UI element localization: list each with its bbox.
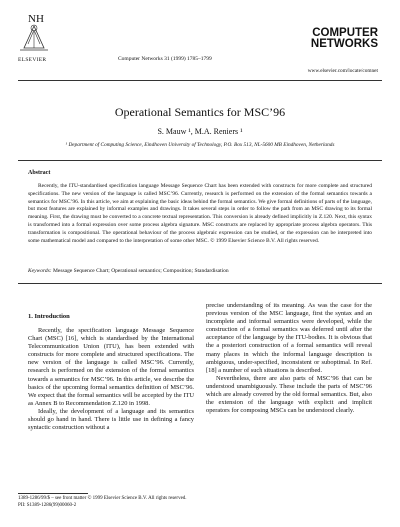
journal-url: www.elsevier.com/locate/comnet xyxy=(307,68,378,74)
intro-paragraph-continued: precise understanding of its meaning. As was the case for the previous version of the MSC language, first the syntax and an incomplete and informal semantics were developed, while the construction of a formal semantics was deferred until after the acceptance of the language by the ITU-bodies. It is obvious that the a posteriori construction of a formal semantics will reveal many places in which the informal language description is ambiguous, under-specified, inconsistent or suboptimal. In Ref. [18] a number of such situations is described. xyxy=(206,302,372,374)
author-affiliation: ¹ Department of Computing Science, Eindhoven University of Technology, P.O. Box 513, NL-5600 MB Eindhoven, Netherlands xyxy=(65,142,335,148)
abstract-text: Recently, the ITU-standardised specification language Message Sequence Chart has been extended with constructs for more complete and structured specifications. The new version of the language is called MSC’96. Currently, research is performed on the extension of the formal semantics towards a semantics for MSC’96. In this article, we aim at explaining the basic ideas behind the formal semantics. We give formal definitions of parts of the language, but most features are explained by informal examples and drawings. It takes several steps in order to follow the path from an MSC drawing to its formal meaning. First, the drawing must be converted to a concrete textual representation. This conversion is already defined implicitly in Z.120. Next, this syntax is transformed into a formal expression over some process algebra signature. MSC constructs are replaced by appropriate process algebra operators. This transformation is compositional. The operational behaviour of the process algebraic expression can be studied, or the expression can be interpreted into some mathematical model and compared to the interpretation of some other MSC. © 1999 Elsevier Science B.V. All rights reserved. xyxy=(28,183,372,244)
pii-line: PII: S1389-1286(99)00060-2 xyxy=(18,502,77,508)
copyright-footer xyxy=(18,496,187,509)
journal-reference: Computer Networks 31 (1999) 1785–1799 xyxy=(118,56,212,62)
left-column xyxy=(28,327,194,432)
intro-paragraph-2: Ideally, the development of a language and its semantics should go hand in hand. There is little use in defining a fancy syntactic construction without a xyxy=(28,407,194,432)
header-rule xyxy=(18,80,382,81)
brand-line-2: NETWORKS xyxy=(310,38,378,50)
keywords-list: Message Sequence Chart; Operational semantics; Composition; Standardisation xyxy=(53,268,229,274)
article-authors: S. Mauw ¹, M.A. Reniers ¹ xyxy=(157,127,243,136)
right-column xyxy=(206,302,372,415)
abstract-bottom-rule xyxy=(18,283,382,284)
abstract-heading: Abstract xyxy=(28,170,51,176)
publisher-logo-icon xyxy=(14,10,54,56)
logo-text: NH xyxy=(28,13,44,25)
abstract-top-rule xyxy=(18,160,382,161)
journal-brand xyxy=(311,28,378,50)
intro-paragraph-3: Nevertheless, there are also parts of MSC’96 that can be understood unambiguously. These include the parts of MSC’96 which are already covered by the old formal semantics. But, also the extension of the language with explicit and implicit operators for composing MSCs can be understood clearly. xyxy=(206,374,372,415)
brand-line-1: COMPUTER xyxy=(312,27,378,39)
keywords-line xyxy=(28,268,372,274)
copyright-line: 1389-1286/99/$ – see front matter © 1999 Elsevier Science B.V. All rights reserved. xyxy=(18,496,187,501)
publisher-name: ELSEVIER xyxy=(18,57,47,63)
section-heading: 1. Introduction xyxy=(28,313,70,320)
footer-rule xyxy=(18,493,88,494)
keywords-label: Keywords: xyxy=(28,268,52,274)
intro-paragraph-1: Recently, the specification language Message Sequence Chart (MSC) [16], which is standardised by the International Telecommunication Union (ITU), has been extended with constructs for more complete and structured specifications. The new version of the language is called MSC’96. Currently, research is performed on the extension of the formal semantics towards a semantics for MSC’96. In this article, we describe the basics of the upcoming formal semantics definition of MSC’96. We expect that the formal semantics will be accepted by the ITU as Annex B to Recommendation Z.120 in 1998. xyxy=(28,327,194,407)
article-title: Operational Semantics for MSC’96 xyxy=(114,105,286,119)
